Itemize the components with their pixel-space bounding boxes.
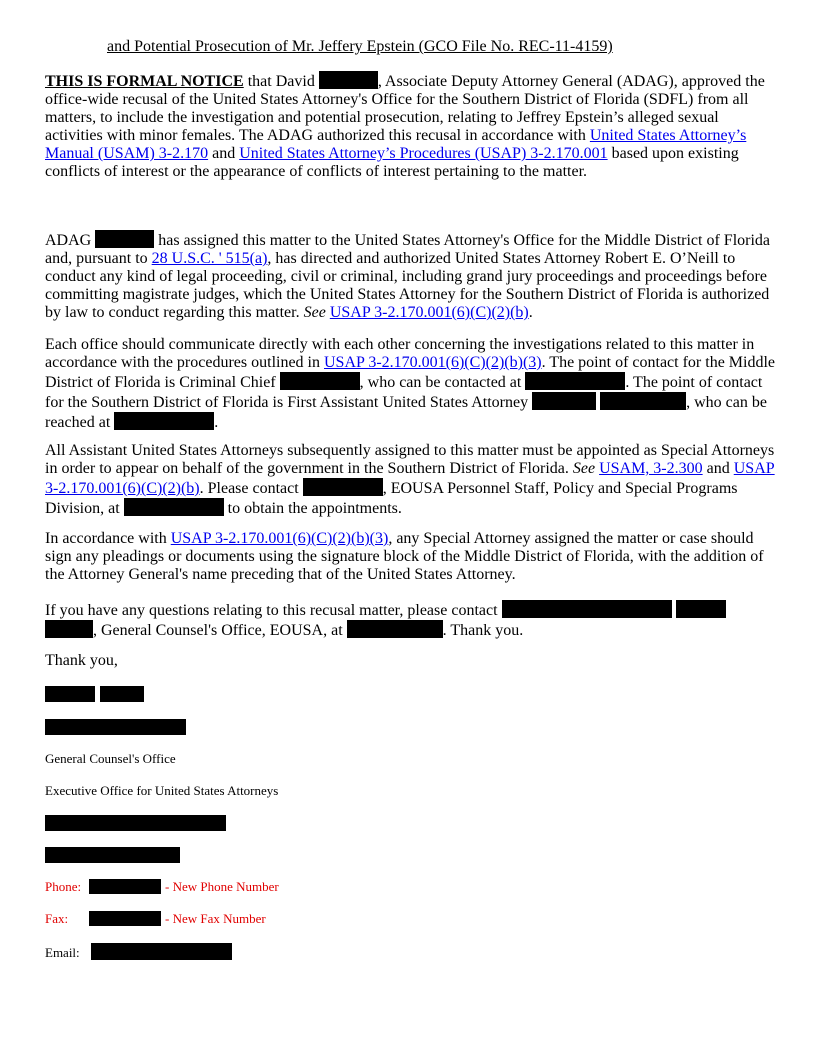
redaction-fausa-first bbox=[532, 392, 596, 410]
fax-label: Fax: bbox=[45, 911, 69, 926]
p2-text-2: has assigned this matter to the United States Attorney's Office for the Middle District of Florida and, pursuant to bbox=[45, 232, 771, 267]
p2-text-4: . bbox=[528, 304, 533, 321]
redaction-fax-number bbox=[89, 911, 161, 926]
paragraph-formal-notice bbox=[45, 71, 775, 181]
fax-note: - New Fax Number bbox=[165, 911, 266, 926]
p2-see: See bbox=[303, 304, 326, 321]
p3-text-4: . The point of contact for the Southern District of Florida is First Assistant United States Attorney bbox=[45, 374, 763, 411]
redaction-signer-last bbox=[100, 686, 144, 702]
subject-text: and Potential Prosecution of Mr. Jeffery Epstein (GCO File No. REC-11-4159) bbox=[107, 38, 613, 55]
usap-6c2b3-link-2[interactable]: USAP 3-2.170.001(6)(C)(2)(b)(3) bbox=[170, 530, 389, 547]
redaction-personnel-contact bbox=[303, 478, 383, 496]
paragraph-signature-block bbox=[45, 530, 775, 584]
redaction-gco-contact-middle bbox=[676, 600, 726, 618]
usap-6c2b3-link[interactable]: USAP 3-2.170.001(6)(C)(2)(b)(3) bbox=[324, 354, 542, 371]
p4-text-2: and bbox=[702, 460, 734, 477]
closing-text: Thank you, bbox=[45, 652, 118, 669]
p6-text-1: If you have any questions relating to this recusal matter, please contact bbox=[45, 602, 502, 619]
redaction-signer-first bbox=[45, 686, 95, 702]
usap-6c2b-link-2[interactable]: USAP 3-2.170.001(6)(C)(2)(b) bbox=[45, 460, 775, 497]
paragraph-contacts bbox=[45, 336, 775, 432]
redaction-gco-phone bbox=[347, 620, 443, 638]
redaction-adag-surname bbox=[319, 71, 378, 89]
redaction-phone-number bbox=[89, 879, 161, 894]
redaction-adag-name bbox=[95, 230, 154, 248]
p3-text-1: Each office should communicate directly with each other concerning the investigations related to this matter in accordance with the procedures outlined in bbox=[45, 336, 755, 371]
closing bbox=[45, 652, 775, 670]
usam-3-2-170-link[interactable]: United States Attorney’s Manual (USAM) 3-2.170 bbox=[45, 127, 747, 162]
p4-text-4: , EOUSA Personnel Staff, Policy and Special Programs Division, at bbox=[45, 480, 738, 517]
usap-3-2-170-001-link[interactable]: United States Attorney’s Procedures (USAP) 3-2.170.001 bbox=[239, 145, 608, 162]
paragraph-questions bbox=[45, 600, 775, 640]
p3-text-2: . The point of contact for the Middle District of Florida is Criminal Chief bbox=[45, 354, 776, 391]
formal-notice-heading: THIS IS FORMAL NOTICE bbox=[45, 73, 244, 90]
redaction-email bbox=[91, 943, 232, 960]
usam-3-2-300-link[interactable]: USAM, 3-2.300 bbox=[599, 460, 703, 477]
redaction-sdfl-phone bbox=[114, 412, 214, 430]
signature-agency: Executive Office for United States Attorneys bbox=[45, 783, 279, 798]
redaction-address-line-2 bbox=[45, 847, 180, 863]
p1-text-2: , Associate Deputy Attorney General (ADAG), approved the office-wide recusal of the United States Attorney's Office for the Southern District of Florida (SDFL) from all matters, to include the investigation and potential prosecution, relating to Jeffrey Epstein’s alleged sexual activities with minor females. The ADAG authorized this recusal in accordance with bbox=[45, 73, 765, 144]
redaction-signer-title bbox=[45, 719, 186, 735]
p5-text-2: , any Special Attorney assigned the matter or case should sign any pleadings or documents using the signature block of the Middle District of Florida, with the addition of the Attorney General's name preceding that of the United States Attorney. bbox=[45, 530, 764, 583]
redaction-criminal-chief bbox=[280, 372, 360, 390]
redaction-gco-contact-first bbox=[502, 600, 672, 618]
redaction-personnel-phone bbox=[124, 498, 224, 516]
email-label: Email: bbox=[45, 945, 80, 960]
p3-text-3: , who can be contacted at bbox=[359, 374, 526, 391]
signature-office: General Counsel's Office bbox=[45, 751, 176, 766]
subject-line bbox=[107, 38, 816, 56]
p2-text-3: , has directed and authorized United States Attorney Robert E. O’Neill to conduct any kind of legal proceeding, civil or criminal, including grand jury proceedings and proceedings before committing magistrate judges, which the United States Attorney for the Southern District of Florida is authorized by law to conduct regarding this matter. bbox=[45, 250, 770, 321]
p4-text-1: All Assistant United States Attorneys subsequently assigned to this matter must be appointed as Special Attorneys in order to appear on behalf of the government in the Southern District of Florida. bbox=[45, 442, 775, 477]
p2-text-1: ADAG bbox=[45, 232, 96, 249]
usap-6c2b-link[interactable]: USAP 3-2.170.001(6)(C)(2)(b) bbox=[329, 304, 529, 321]
redaction-mdfl-phone bbox=[525, 372, 625, 390]
p4-see: See bbox=[572, 460, 596, 477]
p4-text-5: to obtain the appointments. bbox=[223, 500, 402, 517]
phone-label: Phone: bbox=[45, 879, 82, 894]
p3-text-5: , who can be reached at bbox=[45, 394, 767, 431]
redaction-fausa-last bbox=[600, 392, 686, 410]
p5-text-1: In accordance with bbox=[45, 530, 171, 547]
redaction-address-line-1 bbox=[45, 815, 226, 831]
p3-text-6: . bbox=[214, 414, 219, 431]
paragraph-special-attorneys bbox=[45, 442, 775, 518]
p1-text-4: based upon existing conflicts of interest or the appearance of conflicts of interest pertaining to the matter. bbox=[45, 145, 739, 180]
p1-text-1: that David bbox=[243, 73, 319, 90]
usc-515a-link[interactable]: 28 U.S.C. ' 515(a) bbox=[151, 250, 268, 267]
paragraph-assignment bbox=[45, 230, 775, 322]
phone-note: - New Phone Number bbox=[165, 879, 279, 894]
p4-text-3: . Please contact bbox=[199, 480, 303, 497]
p6-text-2: , General Counsel's Office, EOUSA, at bbox=[93, 622, 347, 639]
redaction-gco-contact-last bbox=[45, 620, 93, 638]
p1-text-3: and bbox=[208, 145, 240, 162]
p6-text-3: . Thank you. bbox=[442, 622, 524, 639]
